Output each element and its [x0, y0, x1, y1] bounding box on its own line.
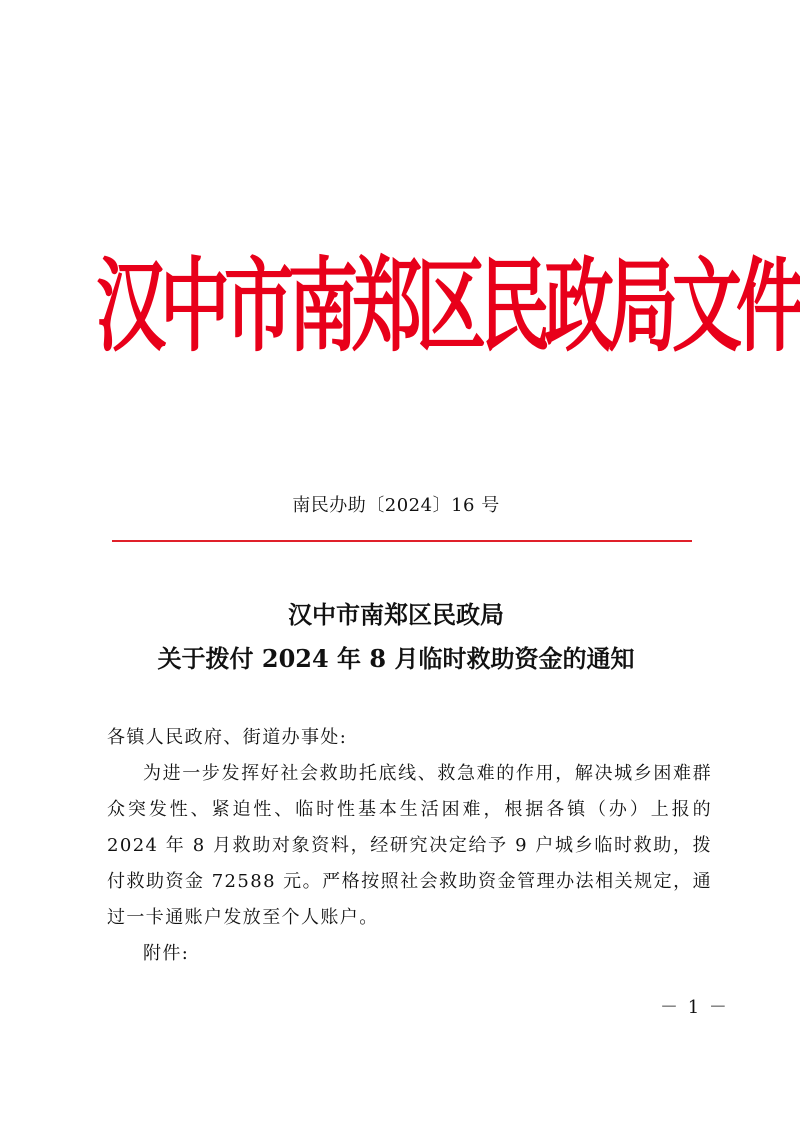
body-paragraph: 为进一步发挥好社会救助托底线、救急难的作用，解决城乡困难群众突发性、紧迫性、临时性基本生活困难，根据各镇（办）上报的 2024 年 8 月救助对象资料，经研究决定给予 9 户城乡临时救助，拨付救助资金 72588 元。严格按照社会救助资金管理办法相关规定，通过一卡通账户发放至个人账户。 [107, 763, 712, 928]
document-number: 南民办助〔2024〕16 号 [292, 495, 500, 516]
notice-title-line-1: 汉中市南郑区民政局 [288, 600, 504, 629]
notice-title [0, 593, 792, 681]
notice-body [107, 720, 712, 972]
attachment-label: 附件: [143, 943, 190, 964]
page-number: － 1 － [660, 997, 729, 1018]
notice-title-line-2: 关于拨付 2024 年 8 月临时救助资金的通知 [157, 644, 635, 673]
salutation: 各镇人民政府、街道办事处: [107, 727, 348, 748]
red-divider-rule [112, 540, 692, 542]
masthead [96, 247, 800, 368]
masthead-title: 汉中市南郑区民政局文件 [96, 247, 800, 366]
